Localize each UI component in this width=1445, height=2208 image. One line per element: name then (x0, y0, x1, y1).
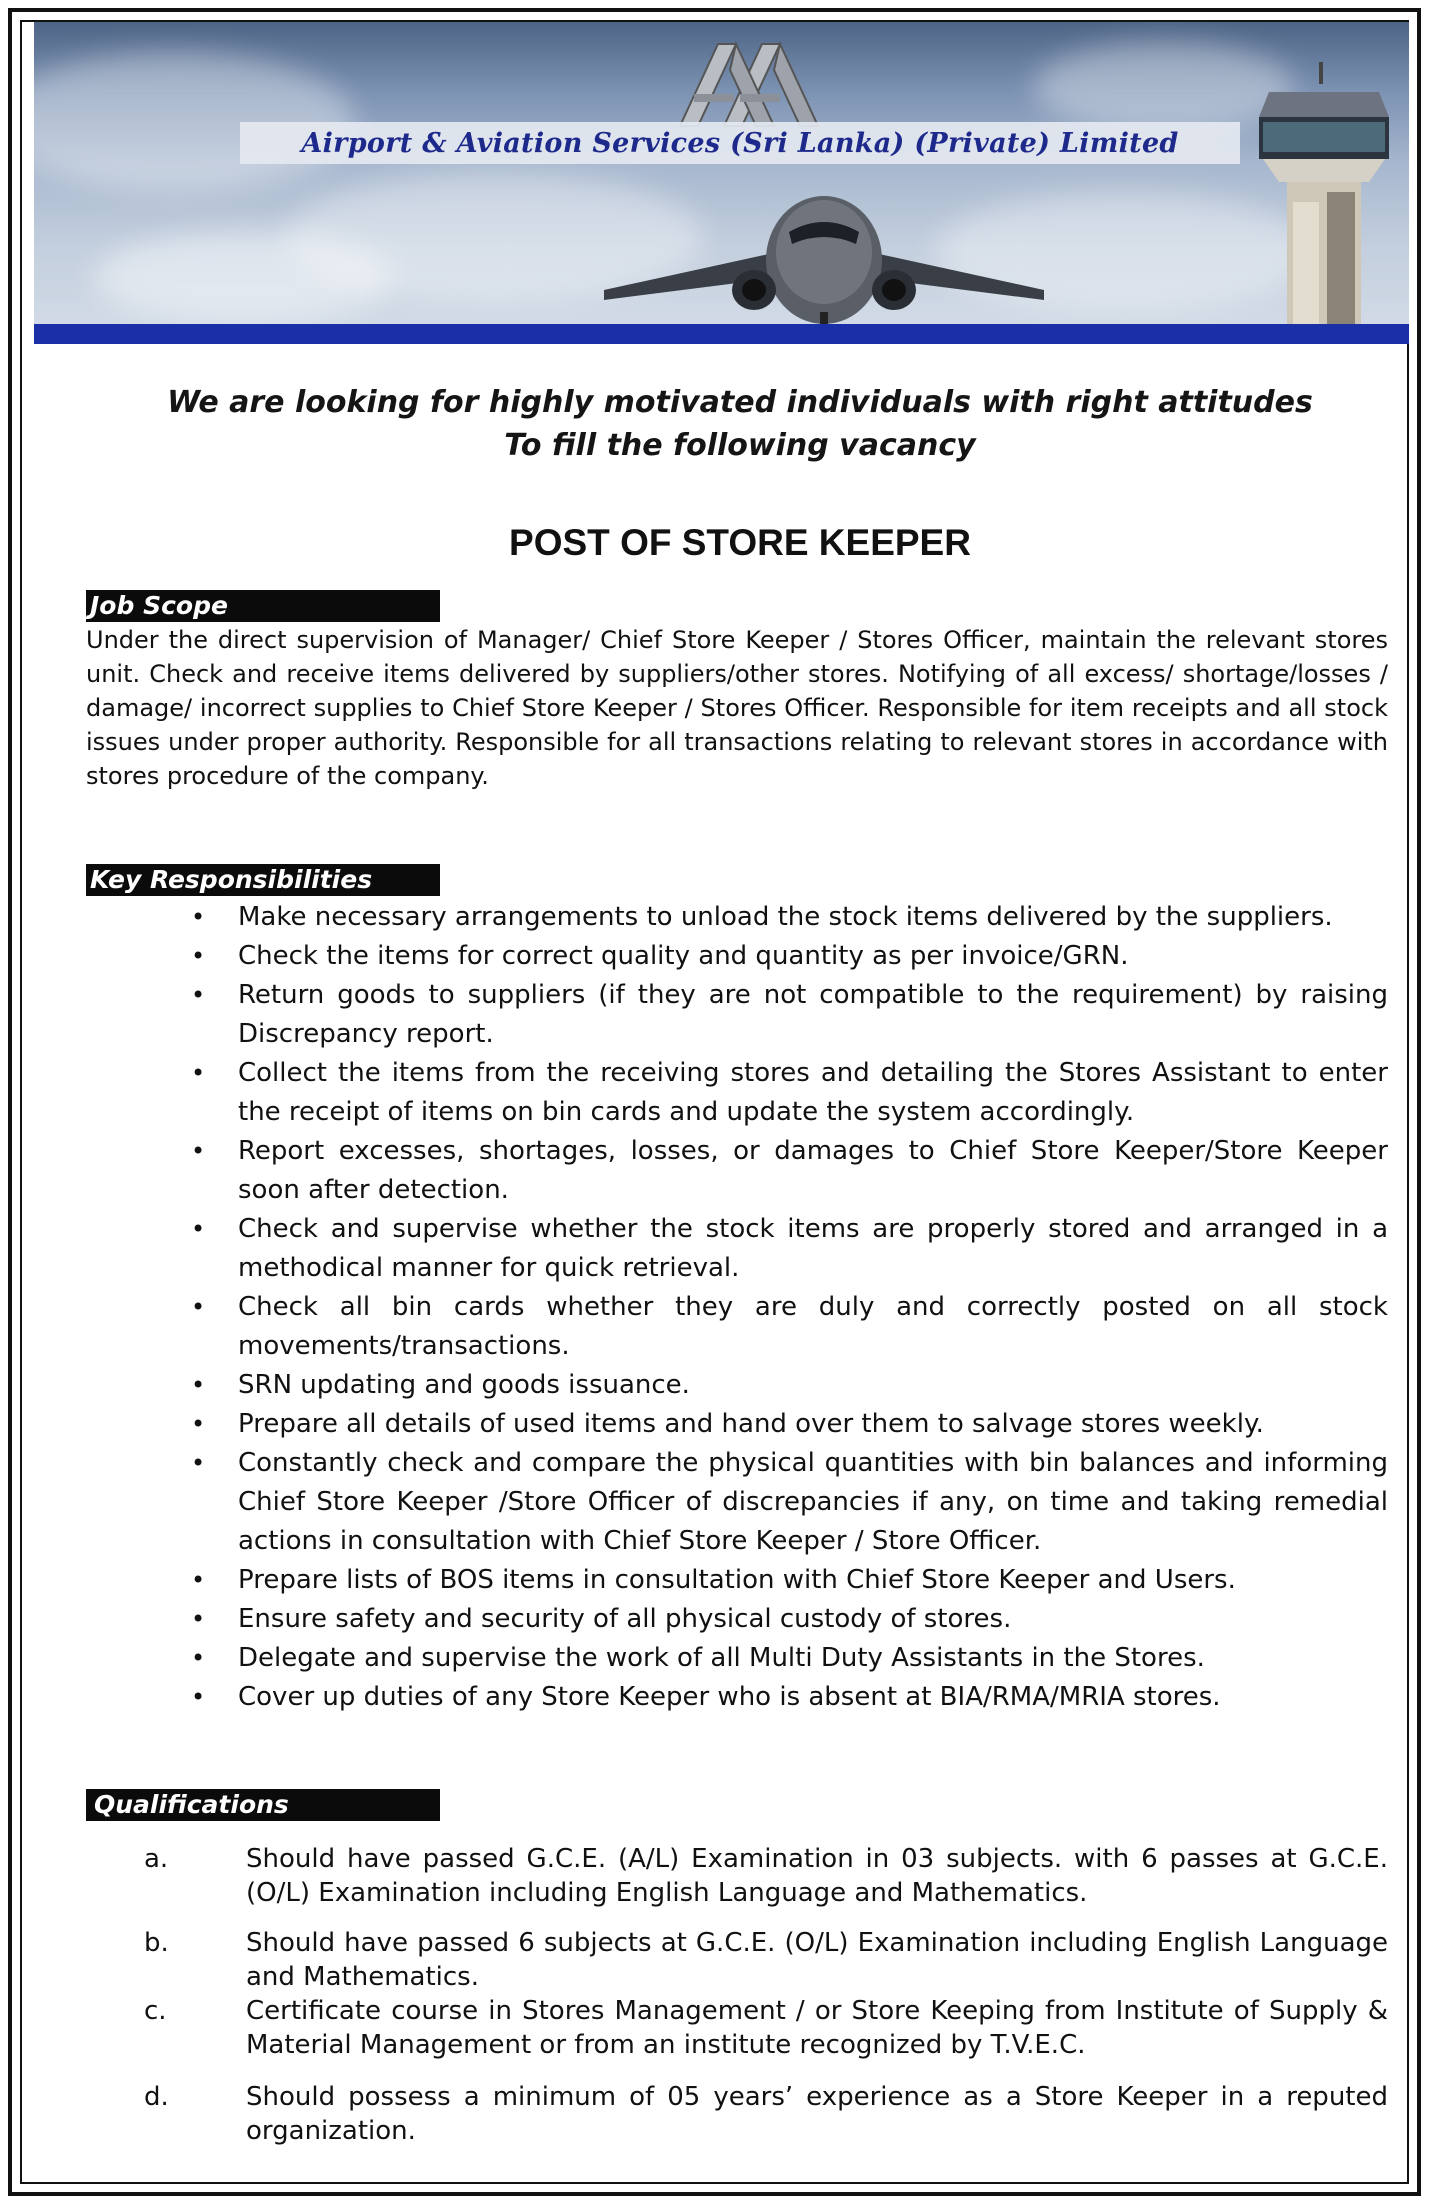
bullet-icon: • (191, 1410, 206, 1438)
bullet-icon: • (191, 1605, 206, 1633)
list-item: • Check the items for correct quality and quantity as per invoice/GRN. (86, 937, 1388, 976)
bullet-icon: • (191, 1293, 206, 1321)
company-name-bar (240, 122, 1240, 164)
bullet-icon: • (191, 1371, 206, 1399)
qualification-letter: b. (144, 1928, 169, 1958)
job-scope-heading: Job Scope (86, 590, 440, 622)
list-item: • Return goods to suppliers (if they are not compatible to the requirement) by raising Discrepancy report. (86, 976, 1388, 1054)
aasl-logo-icon (674, 34, 824, 134)
intro-line-2: To fill the following vacancy (504, 428, 976, 463)
list-item: • Check all bin cards whether they are duly and correctly posted on all stock movements/transactions. (86, 1288, 1388, 1366)
bullet-icon: • (191, 903, 206, 931)
company-name: Airport & Aviation Services (Sri Lanka) (Private) Limited (301, 127, 1179, 159)
bullet-icon: • (191, 981, 206, 1009)
qualifications-list (86, 1842, 1388, 2148)
bullet-icon: • (191, 942, 206, 970)
list-item: • Report excesses, shortages, losses, or damages to Chief Store Keeper/Store Keeper soon after detection. (86, 1132, 1388, 1210)
bullet-icon: • (191, 1566, 206, 1594)
qualifications-heading: Qualifications (86, 1789, 440, 1821)
header-blue-stripe (34, 324, 1409, 344)
responsibilities-list (86, 898, 1388, 1717)
qualification-letter: c. (144, 1996, 167, 2026)
qualification-text: Certificate course in Stores Management / or Store Keeping from Institute of Supply & Material Management or from an institute recognized by T.V.E.C. (246, 1996, 1388, 2060)
list-item: • Make necessary arrangements to unload the stock items delivered by the suppliers. (86, 898, 1388, 937)
list-item: • Delegate and supervise the work of all Multi Duty Assistants in the Stores. (86, 1639, 1388, 1678)
bullet-icon: • (191, 1449, 206, 1477)
key-responsibilities-heading: Key Responsibilities (86, 864, 440, 896)
airplane-icon (594, 172, 1054, 332)
qualification-letter: a. (144, 1844, 169, 1874)
post-title: POST OF STORE KEEPER (509, 522, 971, 563)
list-item (86, 1842, 1388, 1910)
qualification-text: Should have passed G.C.E. (A/L) Examination in 03 subjects. with 6 passes at G.C.E. (O/L) Examination including English Language and Mathematics. (246, 1844, 1388, 1908)
list-item (86, 2080, 1388, 2148)
bullet-icon: • (191, 1215, 206, 1243)
list-item: • Ensure safety and security of all physical custody of stores. (86, 1600, 1388, 1639)
list-item: • Constantly check and compare the physical quantities with bin balances and informing Chief Store Keeper /Store Officer of discrepancies if any, on time and taking remedial actions in consultation with Chief Store Keeper / Store Officer. (86, 1444, 1388, 1561)
list-item: • Prepare all details of used items and hand over them to salvage stores weekly. (86, 1405, 1388, 1444)
list-item: • Collect the items from the receiving stores and detailing the Stores Assistant to enter the receipt of items on bin cards and update the system accordingly. (86, 1054, 1388, 1132)
qualification-letter: d. (144, 2082, 169, 2112)
control-tower-icon (1249, 62, 1399, 344)
bullet-icon: • (191, 1059, 206, 1087)
list-item: • SRN updating and goods issuance. (86, 1366, 1388, 1405)
list-item: • Check and supervise whether the stock items are properly stored and arranged in a methodical manner for quick retrieval. (86, 1210, 1388, 1288)
list-item: • Cover up duties of any Store Keeper who is absent at BIA/RMA/MRIA stores. (86, 1678, 1388, 1717)
job-scope-text: Under the direct supervision of Manager/ Chief Store Keeper / Stores Officer, maintain the relevant stores unit. Check and receive items delivered by suppliers/other stores. Notifying of all excess/ shortage/losses / damage/ incorrect supplies to Chief Store Keeper / Stores Officer. Responsible for item receipts and all stock issues under proper authority. Responsible for all transactions relating to relevant stores in accordance with stores procedure of the company. (86, 626, 1388, 790)
intro-line-1: We are looking for highly motivated individuals with right attitudes (167, 385, 1313, 420)
bullet-icon: • (191, 1644, 206, 1672)
list-item (86, 1994, 1388, 2062)
list-item (86, 1926, 1388, 1994)
header-banner (34, 22, 1409, 344)
qualification-text: Should possess a minimum of 05 years’ experience as a Store Keeper in a reputed organization. (246, 2082, 1388, 2146)
bullet-icon: • (191, 1683, 206, 1711)
qualification-text: Should have passed 6 subjects at G.C.E. (O/L) Examination including English Language and Mathematics. (246, 1928, 1388, 1992)
bullet-icon: • (191, 1137, 206, 1165)
list-item: • Prepare lists of BOS items in consultation with Chief Store Keeper and Users. (86, 1561, 1388, 1600)
